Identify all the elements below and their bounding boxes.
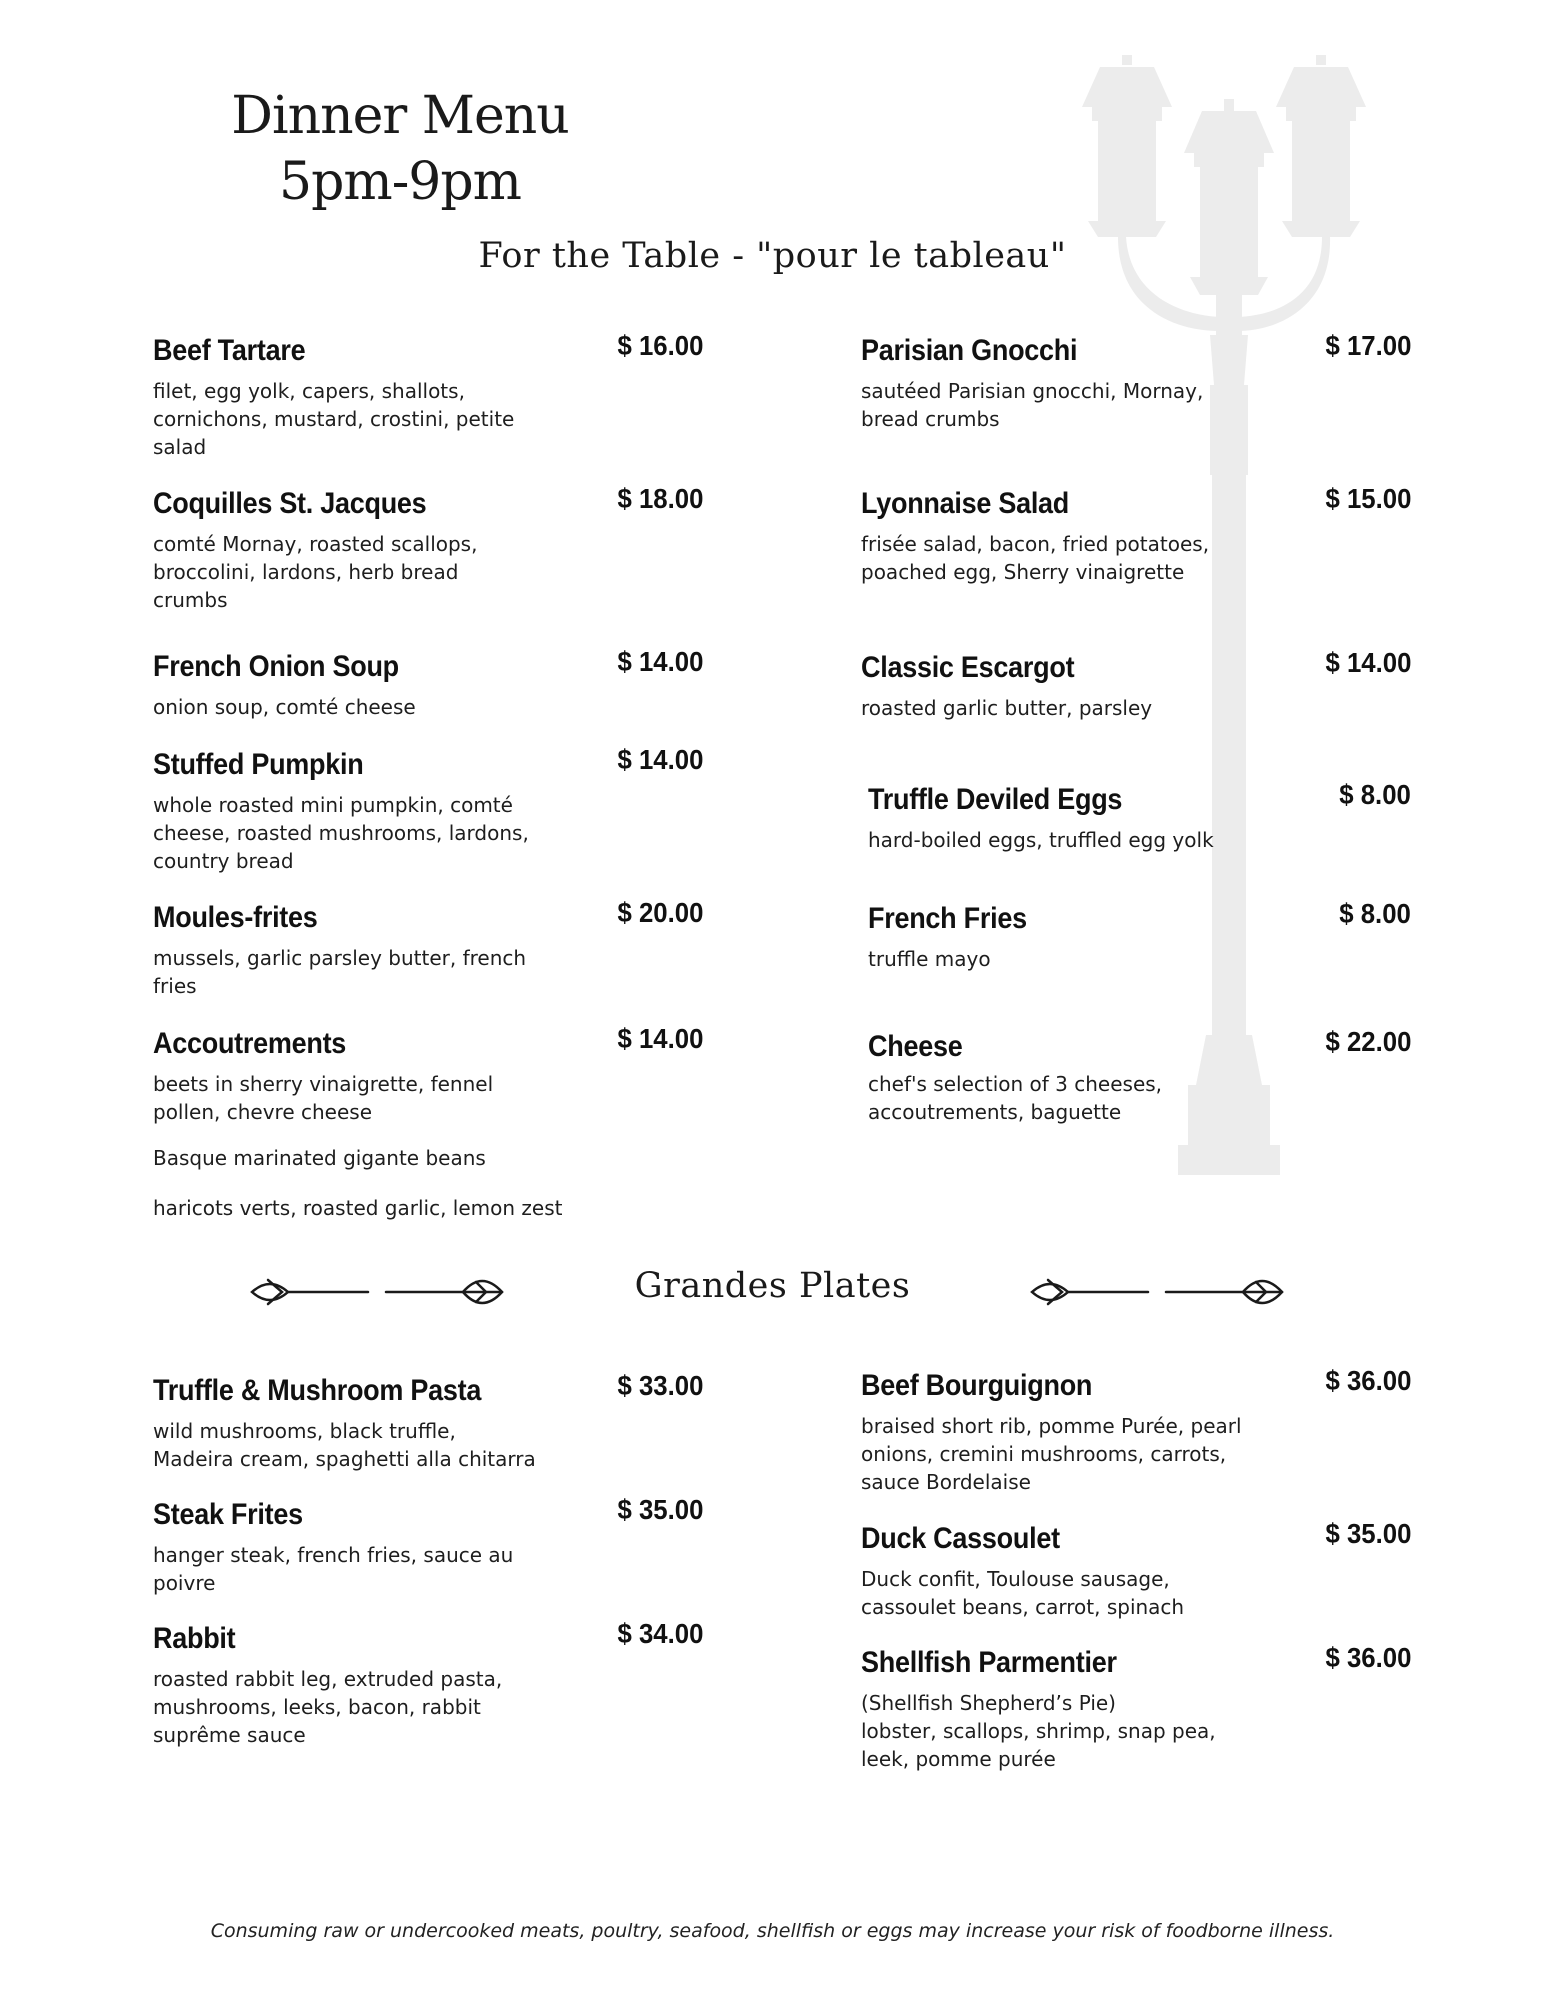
accoutrements-option: Basque marinated gigante beans: [153, 1146, 486, 1170]
item-price: $ 34.00: [617, 1618, 703, 1649]
menu-title: Dinner Menu: [231, 86, 569, 146]
item-price: $ 8.00: [1339, 898, 1411, 929]
item-description: hard-boiled eggs, truffled egg yolk: [868, 828, 1214, 852]
item-price: $ 8.00: [1339, 779, 1411, 810]
item-description: wild mushrooms, black truffle, Madeira cream, spaghetti alla chitarra: [153, 1419, 536, 1471]
item-name: Truffle & Mushroom Pasta: [153, 1374, 482, 1407]
item-description: onion soup, comté cheese: [153, 695, 416, 719]
item-name: Accoutrements: [153, 1027, 347, 1060]
menu-hours: 5pm-9pm: [279, 152, 521, 212]
item-name: Steak Frites: [153, 1498, 303, 1531]
street-lamp-icon: [1060, 55, 1420, 1195]
item-name: Coquilles St. Jacques: [153, 487, 427, 520]
item-name: Lyonnaise Salad: [861, 487, 1070, 520]
item-description: roasted rabbit leg, extruded pasta, mushrooms, leeks, bacon, rabbit suprême sauce: [153, 1667, 503, 1747]
item-price: $ 33.00: [617, 1370, 703, 1401]
item-price: $ 14.00: [1325, 647, 1411, 678]
item-price: $ 20.00: [617, 897, 703, 928]
item-name: Moules-frites: [153, 901, 318, 934]
item-name: Beef Tartare: [153, 334, 306, 367]
item-description: Duck confit, Toulouse sausage, cassoulet beans, carrot, spinach: [861, 1567, 1185, 1619]
item-name: Parisian Gnocchi: [861, 334, 1078, 367]
item-name: Classic Escargot: [861, 651, 1075, 684]
item-price: $ 35.00: [1325, 1518, 1411, 1549]
item-price: $ 35.00: [617, 1494, 703, 1525]
item-description: whole roasted mini pumpkin, comté cheese, roasted mushrooms, lardons, country bread: [153, 793, 529, 873]
item-price: $ 17.00: [1325, 330, 1411, 361]
item-price: $ 14.00: [617, 646, 703, 677]
item-price: $ 16.00: [617, 330, 703, 361]
item-price: $ 22.00: [1325, 1026, 1411, 1057]
item-name: French Onion Soup: [153, 650, 399, 683]
item-description: hanger steak, french fries, sauce au poivre: [153, 1543, 514, 1595]
item-name: Cheese: [868, 1030, 963, 1063]
food-safety-disclaimer: Consuming raw or undercooked meats, poultry, seafood, shellfish or eggs may increase your risk of foodborne illness.: [210, 1920, 1335, 1942]
item-description: filet, egg yolk, capers, shallots, cornichons, mustard, crostini, petite salad: [153, 379, 515, 459]
item-price: $ 18.00: [617, 483, 703, 514]
item-name: Duck Cassoulet: [861, 1522, 1060, 1555]
accoutrements-option: haricots verts, roasted garlic, lemon zest: [153, 1196, 563, 1220]
item-price: $ 14.00: [617, 744, 703, 775]
item-name: Stuffed Pumpkin: [153, 748, 364, 781]
item-description: (Shellfish Shepherd’s Pie) lobster, scallops, shrimp, snap pea, leek, pomme purée: [861, 1691, 1216, 1771]
item-name: French Fries: [868, 902, 1027, 935]
item-price: $ 15.00: [1325, 483, 1411, 514]
item-description: frisée salad, bacon, fried potatoes, poached egg, Sherry vinaigrette: [861, 532, 1210, 584]
item-name: Rabbit: [153, 1622, 236, 1655]
leaf-arrow-divider-icon: [1028, 1268, 1288, 1316]
item-name: Beef Bourguignon: [861, 1369, 1093, 1402]
item-description: roasted garlic butter, parsley: [861, 696, 1153, 720]
item-description: chef's selection of 3 cheeses, accoutrements, baguette: [868, 1072, 1163, 1124]
section-heading-grandes-plates: Grandes Plates: [634, 1266, 911, 1306]
item-description: comté Mornay, roasted scallops, broccolini, lardons, herb bread crumbs: [153, 532, 478, 612]
item-price: $ 36.00: [1325, 1642, 1411, 1673]
item-description: braised short rib, pomme Purée, pearl onions, cremini mushrooms, carrots, sauce Bordelaise: [861, 1414, 1242, 1494]
item-description: mussels, garlic parsley butter, french fries: [153, 946, 527, 998]
item-description: sautéed Parisian gnocchi, Mornay, bread crumbs: [861, 379, 1204, 431]
item-name: Shellfish Parmentier: [861, 1646, 1117, 1679]
section-heading-for-the-table: For the Table - "pour le tableau": [478, 236, 1067, 276]
leaf-arrow-divider-icon: [248, 1268, 508, 1316]
item-description: beets in sherry vinaigrette, fennel pollen, chevre cheese: [153, 1072, 494, 1124]
item-price: $ 14.00: [617, 1023, 703, 1054]
item-price: $ 36.00: [1325, 1365, 1411, 1396]
item-description: truffle mayo: [868, 947, 991, 971]
item-name: Truffle Deviled Eggs: [868, 783, 1123, 816]
